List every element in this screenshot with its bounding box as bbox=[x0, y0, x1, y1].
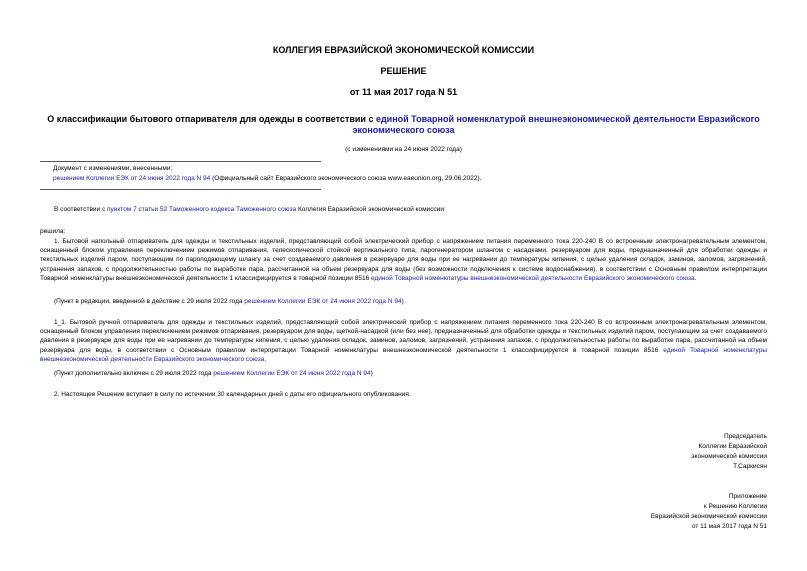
appendix-line-2: к Решению Коллегии bbox=[703, 503, 767, 510]
item-1-1-note-suffix: ) bbox=[370, 370, 373, 377]
appendix-line-1: Приложение bbox=[728, 493, 767, 500]
item-1-text: 1. Бытовой напольный отпариватель для одежды и текстильных изделий, представляющий собой электрический прибор с напряжением питания переменного тока 220-240 В со встроенным электронагревательным элементом, оснащенный блоком управления переключением режимов отпаривания, телескопической стойкой вертикального типа, парогенератором шлангом с насадками, резервуаром для воды, предназначенный для обработки одежды и текстильных изделий паром, поступающим по пароподающему шлангу за счет создаваемого давления в резервуаре для воды при ее нагревании до температуры кипения, с целью удаления складок, заминов, заломов, загрязнений, устранения запахов, с продолжительностью работы по выработке пара, рассчитанной на объем резервуара для воды (без возможности подключения к системе водоснабжения), в соответствии с Основным правилом интерпретации Товарной номенклатуры внешнеэкономической деятельности 1 классифицируется в товарной позиции 8516 bbox=[40, 238, 767, 282]
changes-note: (с изменениями на 24 июня 2022 года) bbox=[345, 146, 462, 153]
title-prefix: О классификации бытового отпаривателя для одежды в соответствии с bbox=[47, 114, 376, 124]
item-1-1-text: 1_1. Бытовой ручной отпариватель для одежды и текстильных изделий, представляющий собой электрический прибор с напряжением питания переменного тока 220-240 В со встроенным электронагревательным элементом, оснащенный блоком управления переключением режимов отпаривания, резервуаром для воды, щеткой-насадкой (или без нее), предназначенный для обработки одежды и текстильных изделий паром, поступающим за счет создаваемого давления в резервуаре для воды при ее нагревании до температуры кипения, с целью удаления складок, заминов, заломов, загрязнений, устранения запахов, с продолжительностью работы по выработке пара, рассчитанной на объем резервуара для воды, в соответствии с Основным правилом интерпретации Товарной номенклатуры внешнеэкономической деятельности 1 классифицируется в товарной позиции 8516 bbox=[40, 319, 767, 354]
doc-changes-link[interactable]: решением Коллегии ЕЭК от 24 июня 2022 года N 94 bbox=[53, 175, 211, 182]
title-link[interactable]: единой Товарной номенклатурой внешнеэкономической деятельности Евразийского экономического союза bbox=[352, 114, 760, 135]
preamble-prefix: В соответствии с bbox=[54, 206, 108, 213]
signature-line-4: Т.Саркисян bbox=[733, 463, 767, 470]
signature-line-2: Коллегии Евразийской bbox=[698, 443, 767, 450]
item-1-1-note-link[interactable]: решением Коллегии ЕЭК от 24 июня 2022 года N 94 bbox=[213, 370, 371, 377]
preamble bbox=[54, 205, 767, 214]
document-title bbox=[40, 114, 767, 136]
signature-block bbox=[630, 432, 767, 472]
header-doc-type: РЕШЕНИЕ bbox=[380, 66, 427, 76]
item-2: 2. Настоящее Решение вступает в силу по истечении 30 календарных дней с даты его официального опубликования. bbox=[54, 391, 411, 398]
resolved-label: решила: bbox=[40, 228, 66, 235]
item-1 bbox=[40, 237, 767, 283]
item-1-1-link[interactable]: единой Товарной номенклатуры внешнеэкономической деятельности Евразийского экономического союза bbox=[40, 346, 767, 363]
item-1-1-note-prefix: (Пункт дополнительно включен с 29 июля 2022 года bbox=[54, 370, 214, 377]
item-1-note bbox=[54, 297, 767, 306]
item-1-end: . bbox=[694, 274, 697, 282]
signature-line-1: Председатель bbox=[723, 433, 767, 440]
appendix-block bbox=[630, 492, 767, 532]
appendix-line-3: Евразийской экономической комиссии bbox=[650, 513, 767, 520]
header-date-number: от 11 мая 2017 года N 51 bbox=[349, 87, 458, 97]
item-1-note-link[interactable]: решением Коллегии ЕЭК от 24 июня 2022 года N 94 bbox=[244, 298, 402, 305]
signature-line-3: экономической комиссии bbox=[691, 453, 767, 460]
preamble-suffix: Коллегия Евразийской экономической комиссии bbox=[296, 206, 444, 213]
divider-bottom bbox=[40, 189, 321, 190]
header-org: КОЛЛЕГИЯ ЕВРАЗИЙСКОЙ ЭКОНОМИЧЕСКОЙ КОМИССИИ bbox=[272, 45, 535, 55]
preamble-link[interactable]: пунктом 7 статьи 52 Таможенного кодекса Таможенного союза bbox=[107, 206, 297, 213]
doc-changes-label: Документ с изменениями, внесенными: bbox=[53, 165, 173, 172]
item-1-1 bbox=[40, 318, 767, 364]
item-1-1-note bbox=[54, 369, 767, 378]
appendix-line-4: от 11 мая 2017 года N 51 bbox=[691, 523, 767, 530]
doc-changes-suffix: (Официальный сайт Евразийского экономического союза www.eaeunion.org, 29.06.2022). bbox=[210, 175, 482, 182]
item-1-1-end: . bbox=[264, 355, 267, 363]
doc-changes-line bbox=[53, 174, 481, 183]
item-1-note-prefix: (Пункт в редакции, введенной в действие с 29 июля 2022 года bbox=[54, 298, 245, 305]
divider-top bbox=[40, 161, 321, 162]
item-1-link[interactable]: единой Товарной номенклатуры внешнеэкономической деятельности Евразийского экономического союза bbox=[371, 274, 695, 282]
item-1-note-suffix: ) bbox=[401, 298, 404, 305]
